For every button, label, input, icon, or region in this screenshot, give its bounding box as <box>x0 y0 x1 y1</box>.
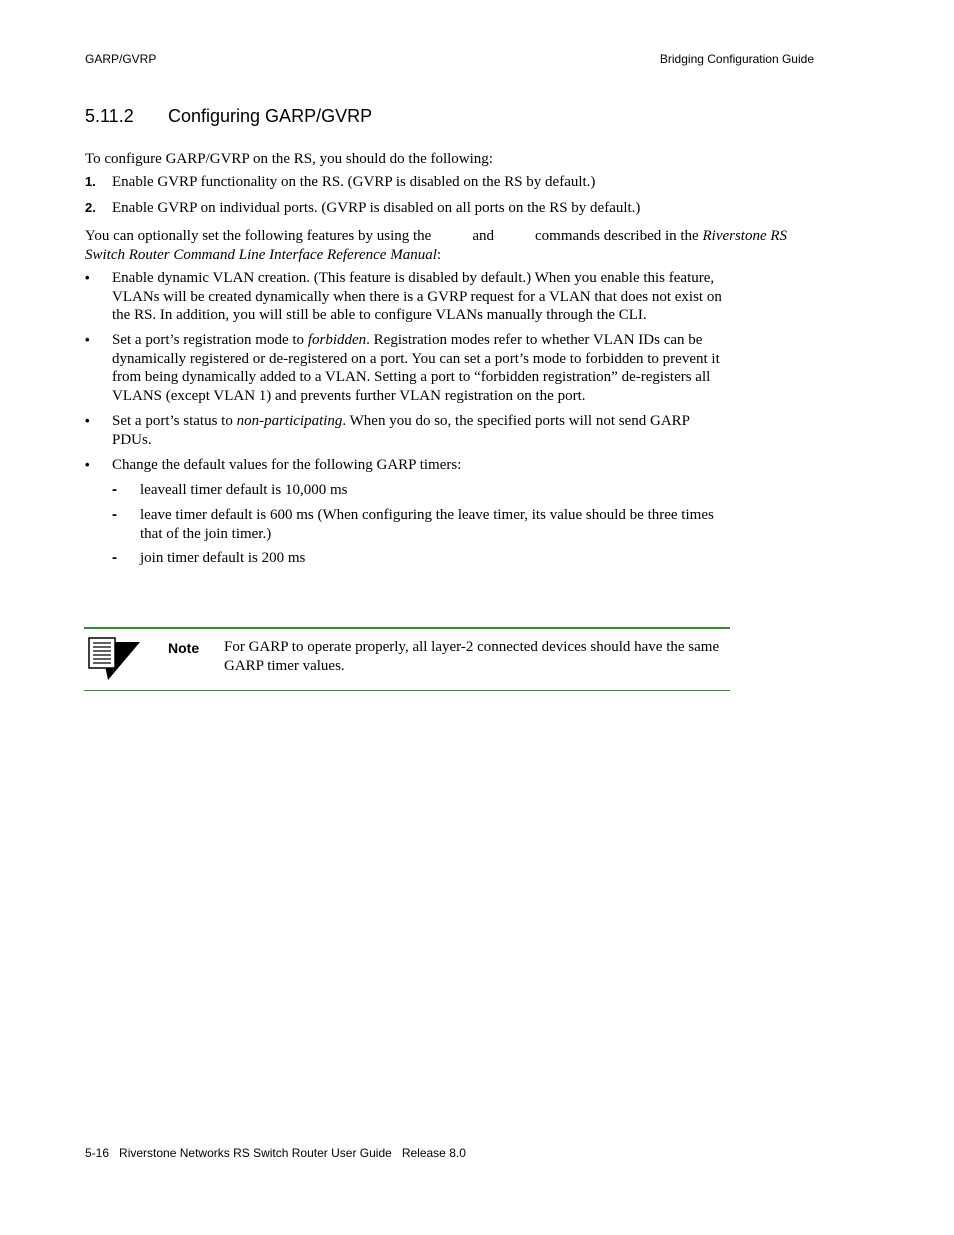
optional-end: : <box>436 246 442 263</box>
note-label: Note <box>168 640 200 656</box>
bullet-item-2 <box>85 331 727 405</box>
bullet-text: Change the default values for the following GARP timers: <box>112 457 462 473</box>
note-page-icon <box>86 636 142 682</box>
timer-item-1 <box>112 481 727 500</box>
bullet-text: Set a port’s status to non-participating. When you do so, the specified ports will not send GARP PDUs. <box>112 413 690 448</box>
intro-paragraph: To configure GARP/GVRP on the RS, you should do the following: <box>85 151 493 167</box>
running-header-left: GARP/GVRP <box>85 52 157 66</box>
timer-text: join timer default is 200 ms <box>140 550 306 566</box>
step-text: Enable GVRP functionality on the RS. (GVRP is disabled on the RS by default.) <box>112 174 596 190</box>
bullet-marker: • <box>85 457 90 472</box>
bullet-marker: • <box>85 332 90 347</box>
dash-marker: - <box>112 481 117 498</box>
manual-title: Riverstone RS Switch Router Command Line Interface Reference Manual <box>85 228 788 263</box>
footer-release: Release 8.0 <box>401 1146 466 1160</box>
footer-page-number: 5-16 <box>85 1146 110 1160</box>
bullet-marker: • <box>85 413 90 428</box>
emphasis-forbidden: forbidden <box>307 332 367 348</box>
bullet-item-1 <box>85 269 727 325</box>
bullet-item-3 <box>85 412 727 449</box>
timer-text: leave timer default is 600 ms (When configuring the leave timer, its value should be three times that of the join timer.) <box>140 507 714 542</box>
optional-text-2: and <box>472 228 495 244</box>
dash-marker: - <box>112 549 117 566</box>
bullet-item-4 <box>85 456 727 475</box>
dash-marker: - <box>112 506 117 523</box>
step-item-2 <box>85 199 727 218</box>
optional-features-paragraph <box>85 227 813 264</box>
note-bottom-rule <box>84 690 730 691</box>
bullet-marker: • <box>85 270 90 285</box>
footer-guide-title: Riverstone Networks RS Switch Router User Guide <box>119 1146 392 1160</box>
note-top-rule <box>84 627 730 629</box>
bullet-text: Set a port’s registration mode to forbidden. Registration modes refer to whether VLAN IDs can be dynamically registered or de-registered on a port. You can set a port’s mode to forbidden to prevent it from being dynamically added to a VLAN. Setting a port to “forbidden registration” de-registers all VLANS (except VLAN 1) and prevents further VLAN registration on the port. <box>112 332 720 404</box>
step-number: 1. <box>85 174 96 189</box>
section-number: 5.11.2 <box>85 106 134 126</box>
optional-text-1: You can optionally set the following features by using the <box>85 228 432 244</box>
step-text: Enable GVRP on individual ports. (GVRP is disabled on all ports on the RS by default.) <box>112 200 641 216</box>
section-heading <box>85 106 372 127</box>
running-header-right: Bridging Configuration Guide <box>659 52 814 66</box>
timer-item-2 <box>112 506 727 543</box>
section-title: Configuring GARP/GVRP <box>168 106 373 126</box>
emphasis-non-participating: non-participating <box>236 413 343 429</box>
page-footer <box>85 1146 466 1160</box>
step-number: 2. <box>85 200 96 215</box>
timer-item-3 <box>112 549 727 568</box>
note-text: For GARP to operate properly, all layer-2 connected devices should have the same GARP timer values. <box>224 639 720 674</box>
timer-text: leaveall timer default is 10,000 ms <box>140 482 348 498</box>
step-item-1 <box>85 173 727 192</box>
bullet-text: Enable dynamic VLAN creation. (This feature is disabled by default.) When you enable this feature, VLANs will be created dynamically when there is a GVRP request for a VLAN that does not exist on the RS. In addition, you will still be able to configure VLANs manually through the CLI. <box>112 270 722 323</box>
optional-text-3: commands described in the <box>535 228 699 244</box>
